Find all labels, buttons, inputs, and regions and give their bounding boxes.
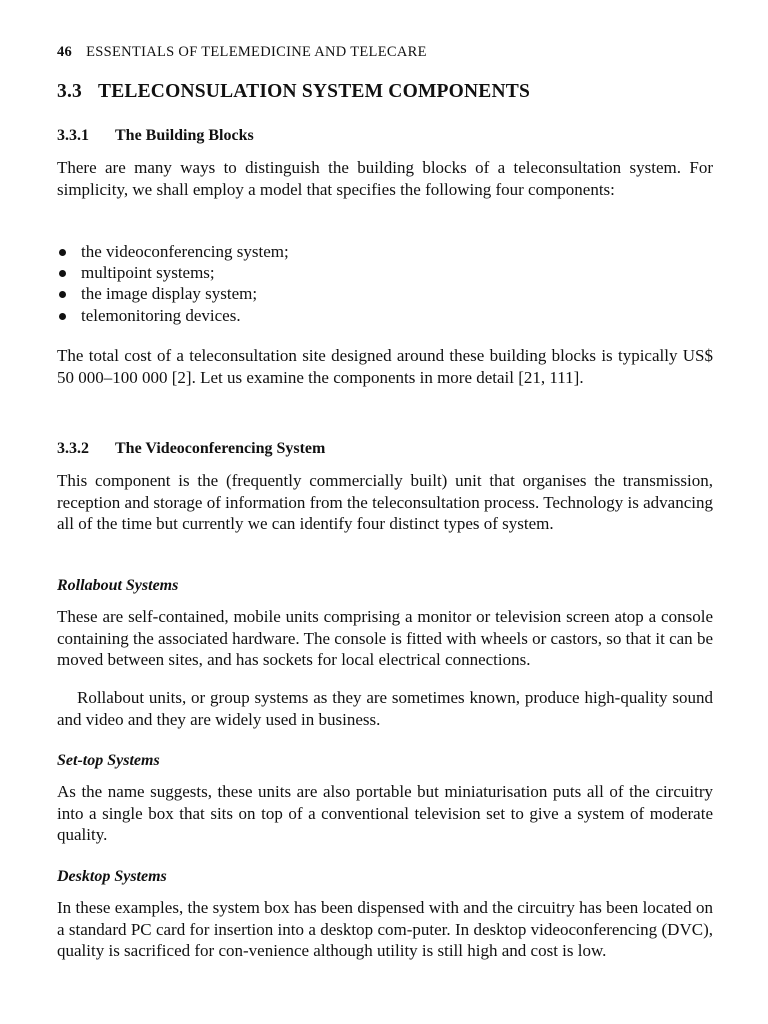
section-heading xyxy=(57,81,530,103)
running-title: ESSENTIALS OF TELEMEDICINE AND TELECARE xyxy=(86,44,427,60)
list-item-text: multipoint systems; xyxy=(81,263,215,283)
list-item xyxy=(57,262,289,283)
bullet-icon xyxy=(59,313,66,320)
desktop-paragraph: In these examples, the system box has been dispensed with and the circuitry has been located on a standard PC card for insertion into a desktop com-puter. In desktop videoconferencing (DVC), quality is sacrificed for con-venience although utility is still high and cost is low. xyxy=(57,898,713,960)
subsection-heading-building-blocks xyxy=(57,127,254,145)
rollabout-paragraph-1: These are self-contained, mobile units comprising a monitor or television screen atop a console containing the associated hardware. The console is fitted with wheels or castors, so that it can be moved between sites, and has sockets for local electrical connections. xyxy=(57,607,713,669)
list-item xyxy=(57,305,289,326)
videoconferencing-intro: This component is the (frequently commercially built) unit that organises the transmission, reception and storage of information from the teleconsultation process. Technology is advancing all of the time but currently we can identify four distinct types of system. xyxy=(57,471,713,533)
list-item xyxy=(57,283,289,304)
components-list xyxy=(57,241,289,326)
list-item-text: the videoconferencing system; xyxy=(81,242,289,261)
subsection-heading-videoconferencing xyxy=(57,440,325,458)
list-item xyxy=(57,241,289,262)
rollabout-paragraph-2: Rollabout units, or group systems as they are sometimes known, produce high-quality sound and video and they are widely used in business. xyxy=(57,688,713,729)
bullet-icon xyxy=(59,291,66,298)
page-number: 46 xyxy=(57,44,73,60)
desktop-heading: Desktop Systems xyxy=(57,868,167,885)
settop-paragraph: As the name suggests, these units are also portable but miniaturisation puts all of the circuitry into a single box that sits on top of a conventional television set to give a system of moderate quality. xyxy=(57,782,713,844)
bullet-icon xyxy=(59,270,66,277)
building-blocks-intro: There are many ways to distinguish the building blocks of a teleconsultation system. For simplicity, we shall employ a model that specifies the following four components: xyxy=(57,158,713,199)
settop-heading: Set-top Systems xyxy=(57,752,160,769)
subsection-number: 3.3.2 xyxy=(57,440,89,457)
list-item-text: the image display system; xyxy=(81,284,258,304)
rollabout-heading: Rollabout Systems xyxy=(57,577,179,594)
subsection-title: The Videoconferencing System xyxy=(115,440,326,457)
bullet-icon xyxy=(59,249,66,256)
subsection-title: The Building Blocks xyxy=(115,127,254,144)
building-blocks-closing: The total cost of a teleconsultation site designed around these building blocks is typically US$ 50 000–100 000 [2]. Let us examine the components in more detail [21, 111]. xyxy=(57,346,713,387)
section-number: 3.3 xyxy=(57,81,82,102)
section-title: TELECONSULATION SYSTEM COMPONENTS xyxy=(97,81,531,102)
running-header xyxy=(57,44,427,61)
subsection-number: 3.3.1 xyxy=(57,127,89,144)
list-item-text: telemonitoring devices. xyxy=(81,305,241,325)
